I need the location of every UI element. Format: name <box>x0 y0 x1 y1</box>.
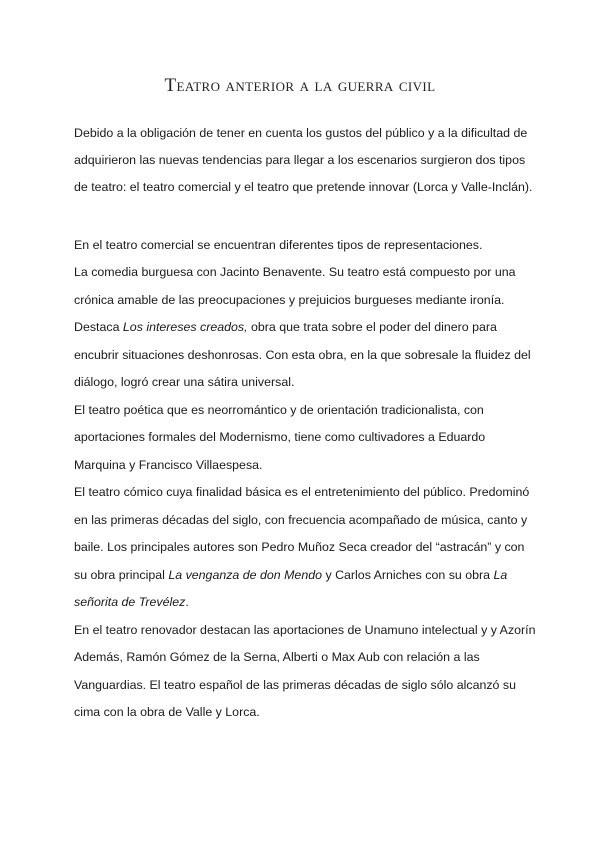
text-span: obra que trata sobre el poder del dinero para <box>247 320 497 334</box>
text-line: encubrir situaciones deshonrosas. Con esta obra, en la que sobresale la fluidez del <box>74 348 531 362</box>
work-title-intereses-creados: Los intereses creados, <box>122 320 248 334</box>
text-span: . <box>185 595 189 609</box>
text-line: El teatro poética que es neorromántico y de orientación tradicionalista, con <box>74 403 484 417</box>
intro-line-1: Debido a la obligación de tener en cuenta los gustos del público y a la dificultad de <box>74 126 528 140</box>
text-line <box>74 319 497 335</box>
text-line: Marquina y Francisco Villaespesa. <box>74 458 263 472</box>
intro-line-2: adquirieron las nuevas tendencias para llegar a los escenarios surgieron dos tipos <box>74 153 526 167</box>
work-title-venganza: La venganza de don Mendo <box>168 568 322 582</box>
text-span: su obra principal <box>74 568 169 582</box>
text-line: en las primeras décadas del siglo, con frecuencia acompañado de música, canto y <box>74 513 528 527</box>
text-line: diálogo, logró crear una sátira universal. <box>74 375 295 389</box>
text-line: La comedia burguesa con Jacinto Benavente. Su teatro está compuesto por una <box>74 265 516 279</box>
text-line: crónica amable de las preocupaciones y prejuicios burgueses mediante ironía. <box>74 293 505 307</box>
intro-line-3: de teatro: el teatro comercial y el teatro que pretende innovar (Lorca y Valle-Inclán). <box>74 180 533 194</box>
page-title: Teatro anterior a la guerra civil <box>164 75 436 96</box>
text-line: Además, Ramón Gómez de la Serna, Alberti o Max Aub con relación a las <box>74 650 480 664</box>
text-line <box>74 594 189 610</box>
text-span: Destaca <box>74 320 123 334</box>
text-line: aportaciones formales del Modernismo, tiene como cultivadores a Eduardo <box>74 430 486 444</box>
text-line: baile. Los principales autores son Pedro Muñoz Seca creador del “astracán” y con <box>74 540 525 554</box>
text-line: En el teatro comercial se encuentran diferentes tipos de representaciones. <box>74 238 483 252</box>
text-line <box>74 567 507 583</box>
text-span: y Carlos Arniches con su obra <box>322 568 494 582</box>
work-title-senorita-cont: señorita de Trevélez <box>74 595 186 609</box>
text-line: El teatro cómico cuya finalidad básica es el entretenimiento del público. Predominó <box>74 485 530 499</box>
text-line: Vanguardias. El teatro español de las primeras décadas de siglo sólo alcanzó su <box>74 678 516 692</box>
text-line: cima con la obra de Valle y Lorca. <box>74 705 260 719</box>
work-title-senorita: La <box>493 568 508 582</box>
text-line: En el teatro renovador destacan las aportaciones de Unamuno intelectual y y Azorín <box>74 623 536 637</box>
